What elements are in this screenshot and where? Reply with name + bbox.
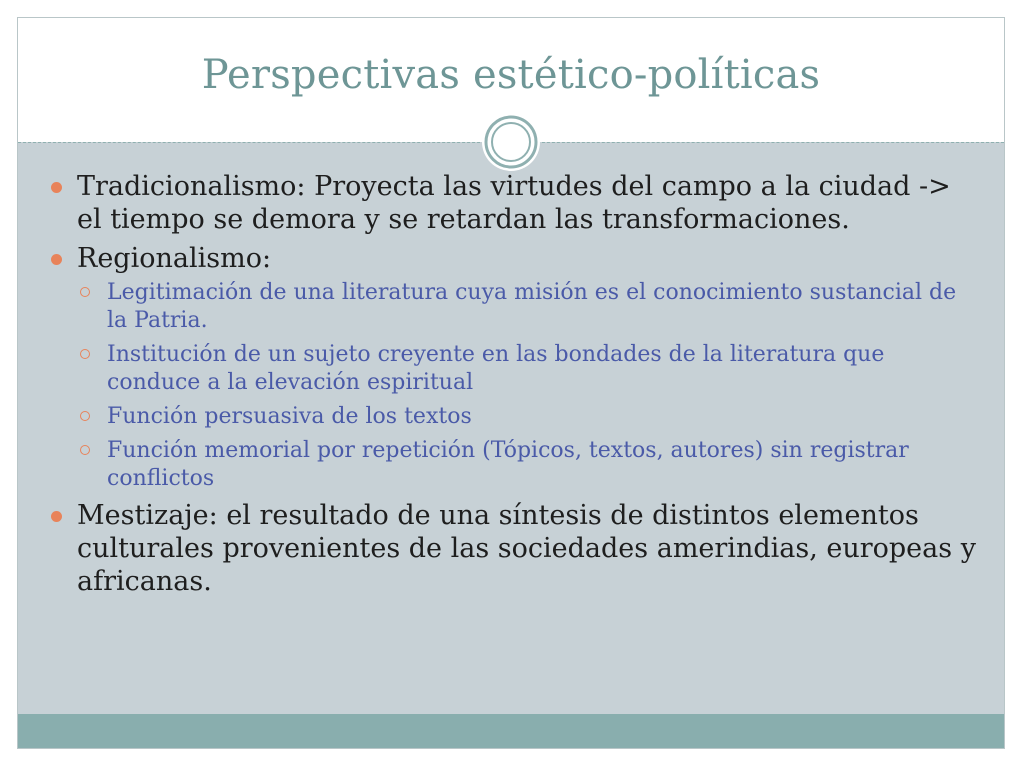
filled-circle-bullet-icon: [51, 254, 62, 265]
list-item-mestizaje: [48, 499, 978, 598]
sub-list-item: [77, 341, 978, 397]
footer-bar: [18, 714, 1004, 748]
hollow-circle-bullet-icon: [80, 445, 90, 455]
bullet-list: [48, 170, 978, 598]
sub-list-item: [77, 279, 978, 335]
sub-bullet-list: [77, 279, 978, 493]
double-circle-icon: [481, 112, 541, 172]
sub-list-item-text: Institución de un sujeto creyente en las bondades de la literatura que conduce a la elevación espiritual: [107, 342, 885, 395]
hollow-circle-bullet-icon: [80, 411, 90, 421]
hollow-circle-bullet-icon: [80, 349, 90, 359]
list-item-regionalismo: [48, 242, 978, 493]
sub-list-item-text: Función persuasiva de los textos: [107, 404, 472, 429]
slide: [17, 17, 1005, 749]
sub-list-item-text: Legitimación de una literatura cuya misión es el conocimiento sustancial de la Patria.: [107, 280, 957, 333]
slide-title: Perspectivas estético-políticas: [201, 52, 821, 98]
slide-content: [48, 170, 978, 604]
list-item-text: Tradicionalismo: Proyecta las virtudes del campo a la ciudad -> el tiempo se demora y se retardan las transformaciones.: [77, 171, 951, 235]
list-item-tradicionalismo: [48, 170, 978, 236]
list-item-text: Mestizaje: el resultado de una síntesis de distintos elementos culturales provenientes de las sociedades amerindias, europeas y africanas.: [77, 500, 976, 597]
sub-list-item: [77, 437, 978, 493]
filled-circle-bullet-icon: [51, 511, 62, 522]
hollow-circle-bullet-icon: [80, 287, 90, 297]
sub-list-item-text: Función memorial por repetición (Tópicos, textos, autores) sin registrar conflictos: [107, 438, 909, 491]
filled-circle-bullet-icon: [51, 182, 62, 193]
sub-list-item: [77, 403, 978, 431]
list-item-text: Regionalismo:: [77, 243, 272, 274]
